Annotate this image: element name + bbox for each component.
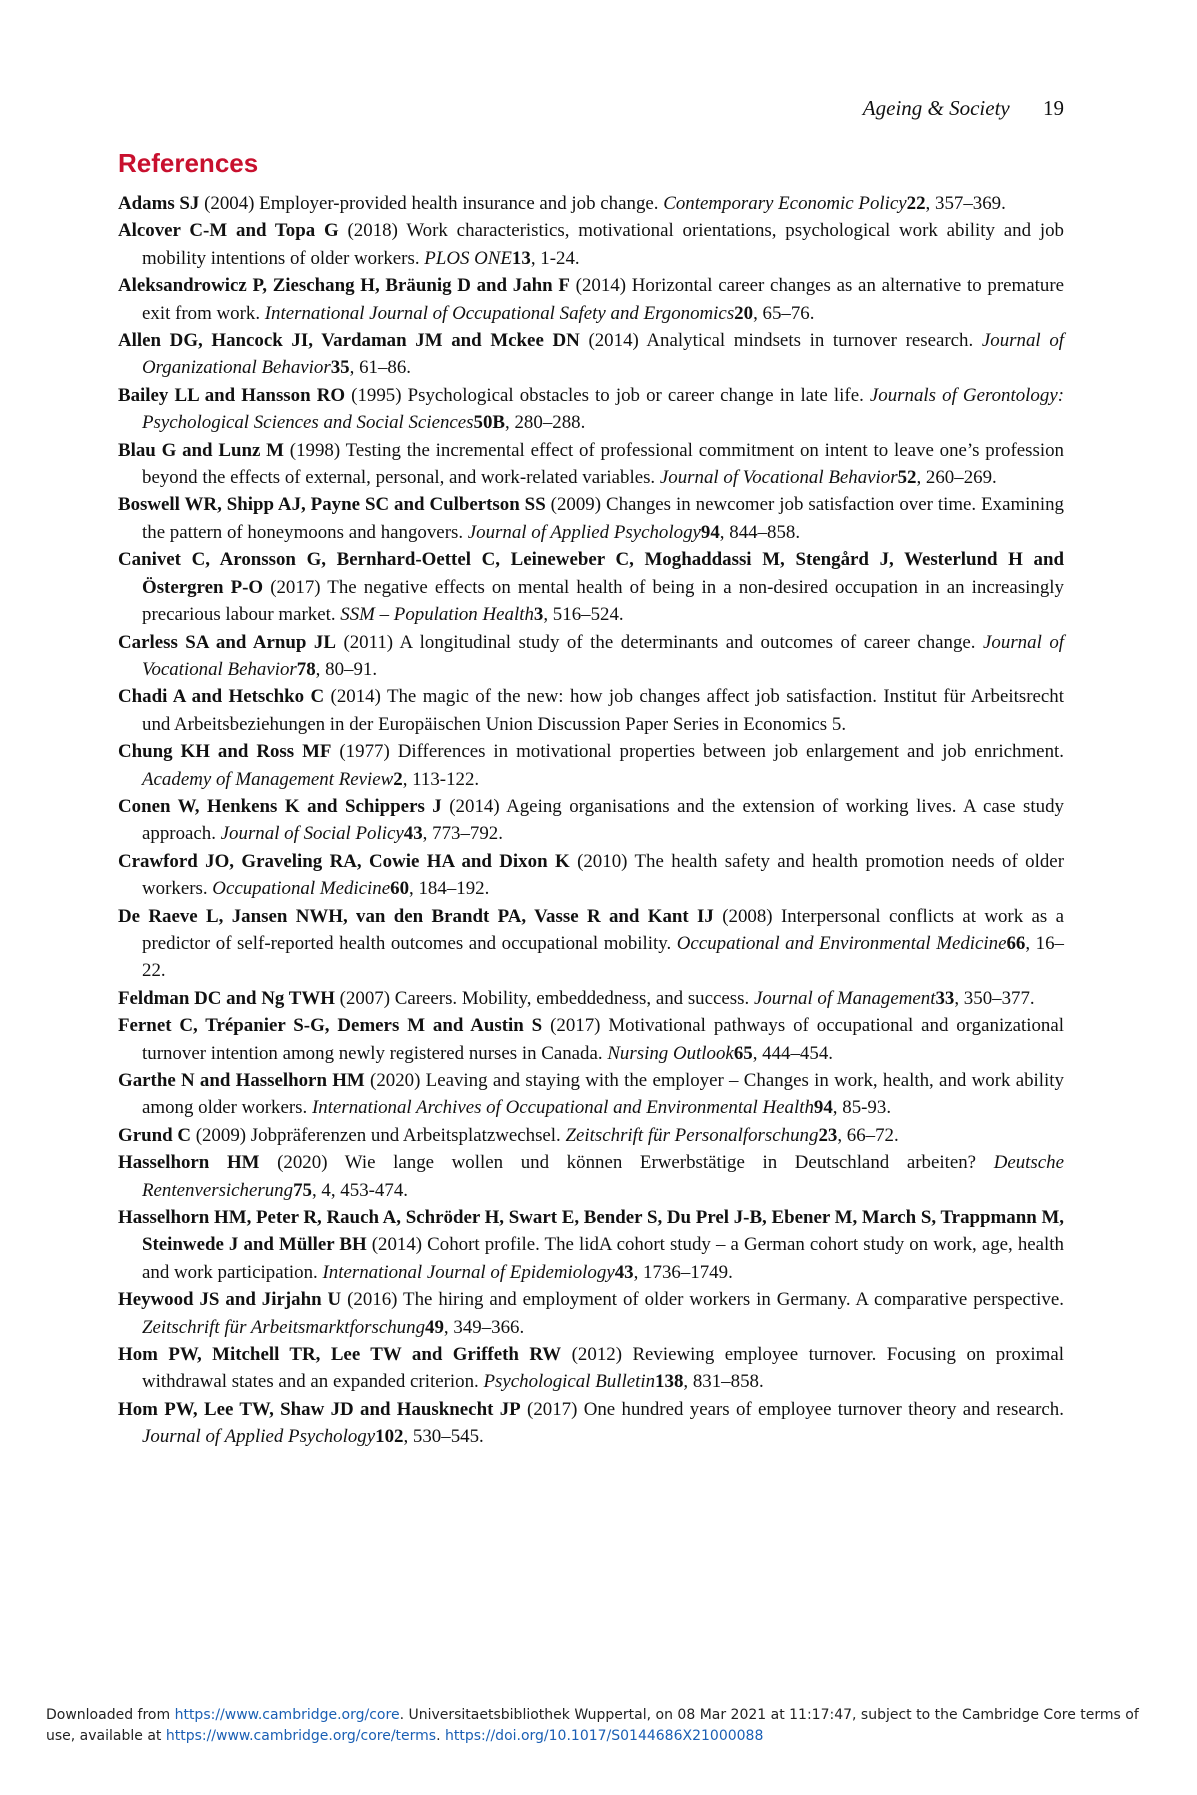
reference-text: (2017) Motivational pathways of occupational and organizational turnover intention among newly registered nurses in Canada. <box>142 1015 1064 1064</box>
reference-pages: , 260–269. <box>916 467 997 489</box>
reference-source: Journal of Applied Psychology <box>467 521 701 543</box>
reference-volume: 66 <box>1006 932 1026 954</box>
reference-pages: , 4, 453-474. <box>311 1179 408 1201</box>
reference-entry <box>118 491 1064 546</box>
footer-suffix: . Universitaetsbibliothek Wuppertal, on 08 Mar 2021 at 11:17:47, subject to the Cambridge Core terms of use, available at <box>46 1707 1139 1744</box>
reference-authors: Bailey LL and Hansson RO <box>118 384 346 406</box>
reference-source: Deutsche Rentenversicherung <box>142 1152 1064 1201</box>
reference-authors: Grund C <box>118 1124 191 1146</box>
reference-authors: Heywood JS and Jirjahn U <box>118 1289 342 1311</box>
reference-entry <box>118 546 1064 628</box>
reference-text: (2009) Jobpräferenzen und Arbeitsplatzwechsel. <box>190 1124 566 1146</box>
reference-entry <box>118 1341 1064 1396</box>
reference-volume: 43 <box>403 823 423 845</box>
reference-source: Zeitschrift für Arbeitsmarktforschung <box>142 1316 426 1338</box>
reference-list <box>118 190 1064 1451</box>
reference-volume: 22 <box>906 193 926 214</box>
reference-entry <box>118 1122 1064 1149</box>
reference-text: (2007) Careers. Mobility, embeddedness, and success. <box>334 987 754 1009</box>
journal-title: Ageing & Society <box>862 96 1010 120</box>
reference-entry <box>118 1067 1064 1122</box>
reference-pages: , 184–192. <box>409 878 490 900</box>
reference-authors: Conen W, Henkens K and Schippers J <box>118 795 442 817</box>
reference-pages: , 844–858. <box>719 521 801 543</box>
reference-text: (2010) The health safety and health promotion needs of older workers. <box>142 850 1064 900</box>
reference-volume: 78 <box>296 658 316 680</box>
reference-volume: 60 <box>390 878 410 900</box>
reference-source: SSM – Population Health <box>340 604 534 626</box>
reference-pages: , 280–288. <box>505 412 586 434</box>
reference-entry <box>118 985 1064 1012</box>
reference-text: (2009) Changes in newcomer job satisfaction over time. Examining the pattern of honeymoons and hangovers. <box>142 494 1064 543</box>
reference-text: (2014) The magic of the new: how job changes affect job satisfaction. Institut für Arbeitsrecht und Arbeitsbeziehungen in der Europäischen Union Discussion Paper Series in Economics 5. <box>142 686 1064 735</box>
reference-authors: De Raeve L, Jansen NWH, van den Brandt PA, Vasse R and Kant IJ <box>118 905 714 927</box>
reference-authors: Allen DG, Hancock JI, Vardaman JM and Mckee DN <box>118 330 580 352</box>
reference-authors: Chadi A and Hetschko C <box>118 686 325 708</box>
reference-pages: , 530–545. <box>403 1426 484 1448</box>
reference-authors: Feldman DC and Ng TWH <box>118 987 335 1009</box>
reference-entry <box>118 629 1064 684</box>
reference-pages: , 773–792. <box>422 823 503 845</box>
reference-authors: Fernet C, Trépanier S-G, Demers M and Austin S <box>118 1015 543 1037</box>
reference-volume: 94 <box>813 1097 833 1119</box>
reference-authors: Crawford JO, Graveling RA, Cowie HA and Dixon K <box>118 850 570 872</box>
reference-text: (2018) Work characteristics, motivational orientations, psychological work ability and job mobility intentions of older workers. <box>142 220 1064 269</box>
reference-pages: , 516–524. <box>543 604 624 626</box>
reference-entry <box>118 683 1064 738</box>
reference-volume: 102 <box>375 1426 404 1448</box>
reference-source: Psychological Bulletin <box>483 1371 656 1393</box>
reference-volume: 13 <box>511 247 531 269</box>
reference-pages: , 61–86. <box>349 357 412 379</box>
page-number: 19 <box>1043 96 1064 120</box>
reference-volume: 65 <box>733 1042 753 1064</box>
reference-authors: Boswell WR, Shipp AJ, Payne SC and Culbertson SS <box>118 494 546 516</box>
reference-source: International Journal of Occupational Safety and Ergonomics <box>264 302 735 324</box>
reference-pages: , 85-93. <box>832 1097 892 1119</box>
reference-volume: 138 <box>655 1371 684 1393</box>
reference-volume: 35 <box>330 357 350 379</box>
reference-text: (2017) One hundred years of employee turnover theory and research. <box>520 1398 1064 1420</box>
terms-link[interactable]: https://www.cambridge.org/core/terms <box>165 1728 437 1744</box>
reference-pages: , 444–454. <box>752 1042 833 1064</box>
reference-text: (2004) Employer-provided health insurance and job change. <box>199 193 664 214</box>
reference-source: Nursing Outlook <box>607 1042 734 1064</box>
reference-text: (2020) Wie lange wollen und können Erwerbstätige in Deutschland arbeiten? <box>259 1152 994 1174</box>
reference-volume: 43 <box>614 1261 634 1283</box>
reference-source: Contemporary Economic Policy <box>663 193 907 214</box>
reference-volume: 23 <box>818 1124 838 1146</box>
reference-pages: , 357–369. <box>925 193 1006 214</box>
reference-entry <box>118 1204 1064 1286</box>
reference-text: (2014) Horizontal career changes as an alternative to premature exit from work. <box>142 275 1064 324</box>
reference-pages: , 65–76. <box>753 302 815 324</box>
reference-pages: , 113-122. <box>402 768 480 790</box>
reference-volume: 94 <box>700 521 720 543</box>
reference-source: Occupational and Environmental Medicine <box>676 932 1007 954</box>
reference-text: (2016) The hiring and employment of older workers in Germany. A comparative perspective. <box>341 1289 1064 1311</box>
reference-authors: Canivet C, Aronsson G, Bernhard-Oettel C, Leineweber C, Moghaddassi M, Stengård J, Westerlund H and Östergren P-O <box>118 549 1064 598</box>
reference-authors: Adams SJ <box>118 193 200 214</box>
reference-pages: , 1736–1749. <box>633 1261 733 1283</box>
reference-volume: 49 <box>425 1316 444 1338</box>
reference-volume: 33 <box>935 987 955 1009</box>
reference-entry <box>118 1396 1064 1451</box>
reference-authors: Carless SA and Arnup JL <box>118 631 336 653</box>
doi-link[interactable]: https://doi.org/10.1017/S0144686X21000088 <box>445 1728 764 1744</box>
reference-text: (2014) Cohort profile. The lidA cohort study – a German cohort study on work, age, health and work participation. <box>142 1234 1065 1283</box>
reference-source: Journal of Vocational Behavior <box>142 631 1065 680</box>
reference-volume: 52 <box>897 467 917 489</box>
reference-entry <box>118 190 1064 217</box>
reference-pages: , 349–366. <box>443 1316 525 1338</box>
reference-source: Journals of Gerontology: Psychological Sciences and Social Sciences <box>142 384 1064 434</box>
running-head <box>863 96 1064 121</box>
reference-entry <box>118 382 1064 437</box>
reference-volume: 20 <box>734 302 754 324</box>
reference-text: (2014) Ageing organisations and the extension of working lives. A case study approach. <box>142 795 1064 845</box>
reference-authors: Hom PW, Mitchell TR, Lee TW and Griffeth RW <box>118 1344 562 1366</box>
reference-source: International Journal of Epidemiology <box>322 1261 615 1283</box>
reference-source: Academy of Management Review <box>142 768 394 790</box>
reference-source: Journal of Management <box>753 987 936 1009</box>
footer-prefix: Downloaded from <box>46 1707 175 1723</box>
reference-entry <box>118 327 1064 382</box>
reference-source: Journal of Organizational Behavior <box>142 330 1065 379</box>
reference-pages: , 350–377. <box>954 987 1035 1009</box>
reference-source: PLOS ONE <box>424 247 512 269</box>
reference-source: Zeitschrift für Personalforschung <box>565 1124 819 1146</box>
reference-entry <box>118 793 1064 848</box>
section-title: References <box>118 148 259 178</box>
reference-text: (2014) Analytical mindsets in turnover research. <box>579 330 982 352</box>
reference-entry <box>118 738 1064 793</box>
reference-volume: 50B <box>473 412 506 434</box>
reference-source: Journal of Applied Psychology <box>142 1426 376 1448</box>
reference-authors: Hasselhorn HM <box>118 1152 260 1174</box>
reference-text: (1977) Differences in motivational properties between job enlargement and job enrichment. <box>331 741 1064 763</box>
reference-pages: , 80–91. <box>315 658 378 680</box>
reference-entry <box>118 1149 1064 1204</box>
reference-volume: 75 <box>293 1179 312 1201</box>
reference-source: Occupational Medicine <box>212 878 391 900</box>
reference-text: (1998) Testing the incremental effect of professional commitment on intent to leave one’s profession beyond the effects of external, personal, and work-related variables. <box>142 439 1064 489</box>
reference-text: (2017) The negative effects on mental health of being in a non-desired occupation in an increasingly precarious labour market. <box>142 576 1065 626</box>
reference-authors: Hasselhorn HM, Peter R, Rauch A, Schröder H, Swart E, Bender S, Du Prel J-B, Ebener M, March S, Trappmann M, Steinwede J and Müller BH <box>118 1207 1064 1256</box>
reference-pages: , 66–72. <box>837 1124 899 1146</box>
reference-volume: 3 <box>533 604 544 626</box>
reference-entry <box>118 437 1064 492</box>
reference-entry <box>118 848 1064 903</box>
reference-source: Journal of Social Policy <box>220 823 404 845</box>
core-link[interactable]: https://www.cambridge.org/core <box>174 1707 400 1723</box>
reference-entry <box>118 217 1064 272</box>
reference-entry <box>118 1012 1064 1067</box>
reference-authors: Blau G and Lunz M <box>118 439 284 461</box>
reference-entry <box>118 1286 1064 1341</box>
reference-entry <box>118 272 1064 327</box>
reference-source: Journal of Vocational Behavior <box>659 467 898 489</box>
footer-separator: . <box>436 1728 445 1744</box>
reference-entry <box>118 903 1064 985</box>
reference-text: (2008) Interpersonal conflicts at work as a predictor of self-reported health outcomes and occupational mobility. <box>142 905 1065 954</box>
reference-pages: , 831–858. <box>683 1371 764 1393</box>
reference-text: (2011) A longitudinal study of the determinants and outcomes of career change. <box>335 631 984 653</box>
reference-volume: 2 <box>393 768 403 790</box>
download-footer <box>46 1705 1156 1747</box>
reference-authors: Garthe N and Hasselhorn HM <box>118 1070 365 1091</box>
reference-source: International Archives of Occupational and Environmental Health <box>311 1097 814 1119</box>
reference-authors: Aleksandrowicz P, Zieschang H, Bräunig D and Jahn F <box>118 275 570 297</box>
reference-text: (2012) Reviewing employee turnover. Focusing on proximal withdrawal states and an expanded criterion. <box>142 1344 1064 1393</box>
reference-text: (1995) Psychological obstacles to job or career change in late life. <box>345 384 870 406</box>
reference-authors: Chung KH and Ross MF <box>118 741 332 763</box>
reference-authors: Hom PW, Lee TW, Shaw JD and Hausknecht JP <box>118 1398 521 1420</box>
reference-text: (2020) Leaving and staying with the employer – Changes in work, health, and work ability among older workers. <box>142 1070 1064 1119</box>
reference-pages: , 16–22. <box>142 932 1064 982</box>
reference-authors: Alcover C-M and Topa G <box>118 220 339 242</box>
reference-pages: , 1-24. <box>530 247 580 269</box>
